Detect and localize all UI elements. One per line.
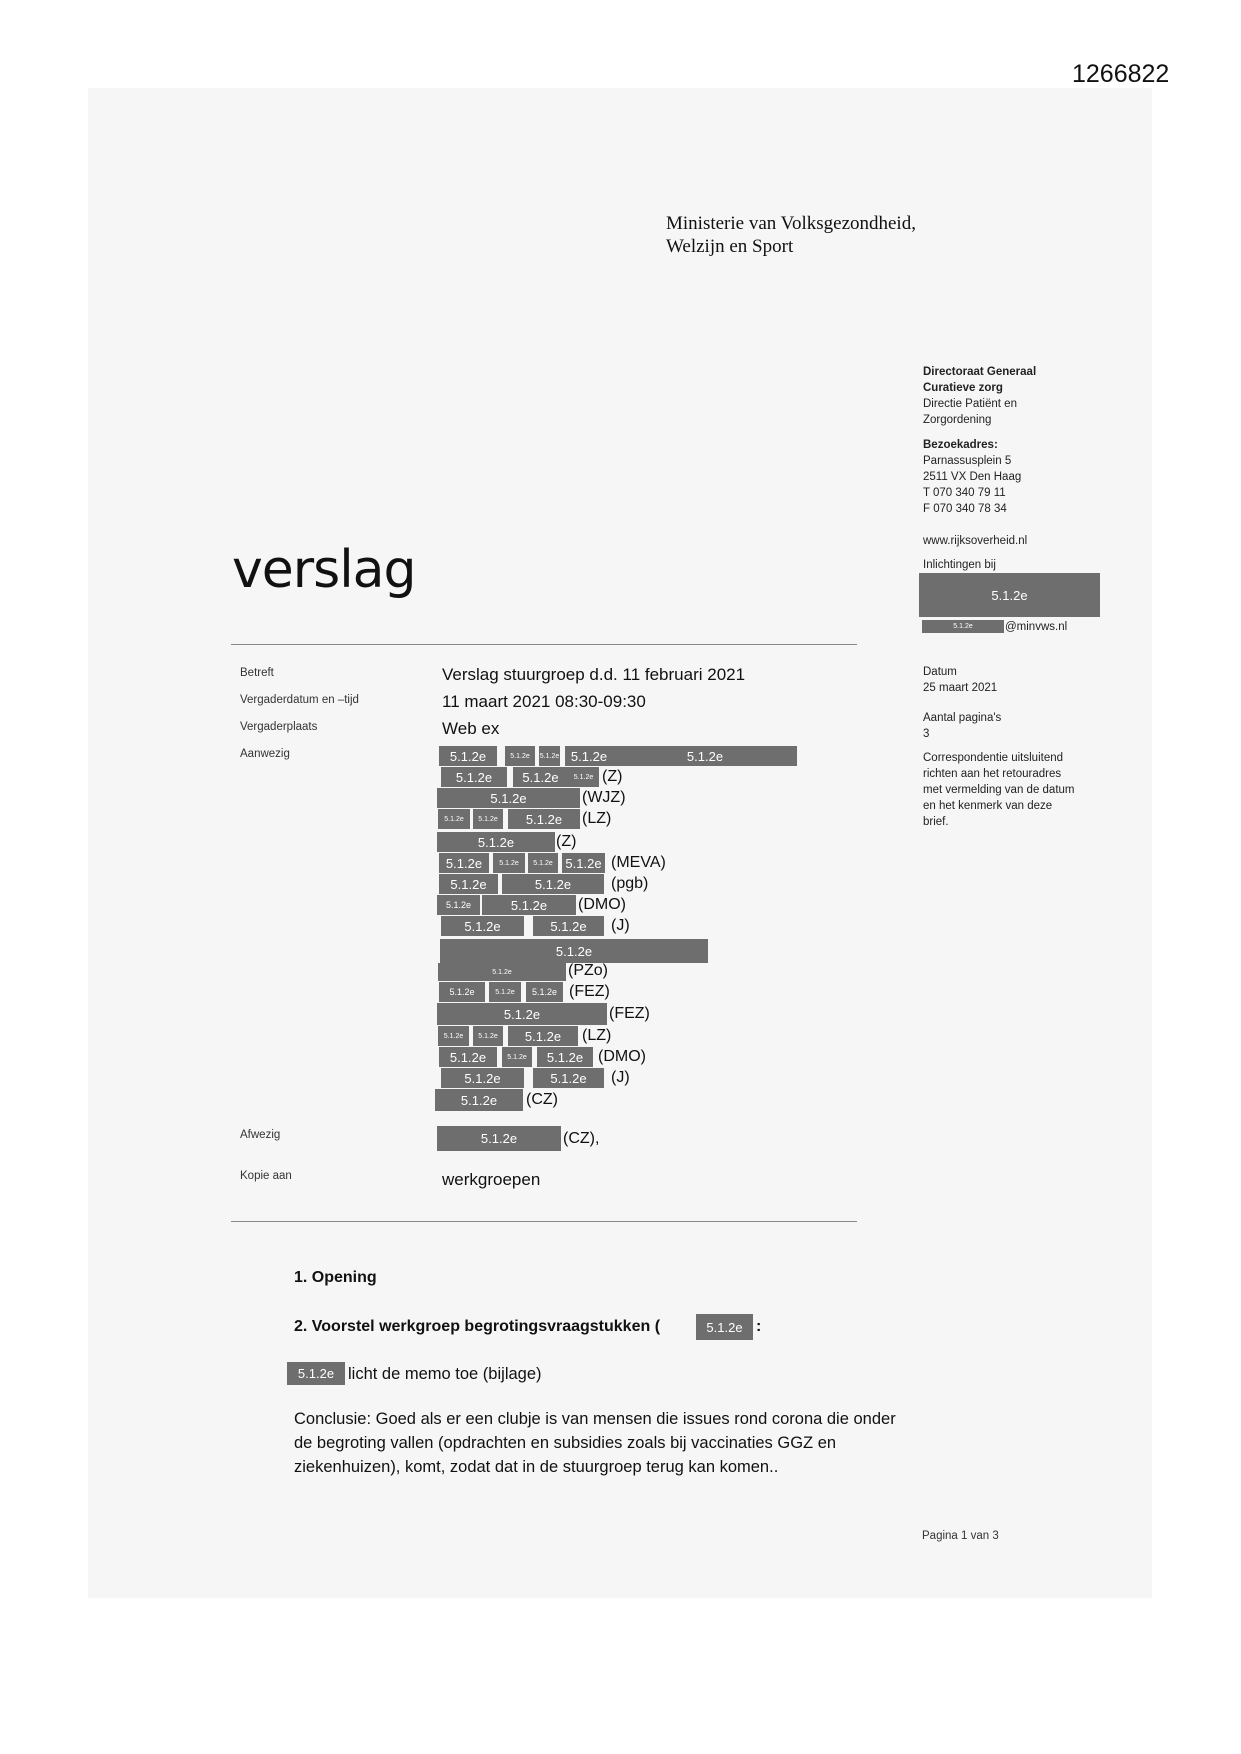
- redaction: 5.1.2e: [489, 982, 521, 1002]
- redaction: 5.1.2e: [439, 982, 485, 1002]
- redaction: 5.1.2e: [493, 853, 525, 873]
- sidebar-date-heading: Datum: [923, 666, 957, 678]
- redaction: 5.1.2e: [439, 746, 497, 766]
- redaction: 5.1.2e: [526, 982, 563, 1002]
- sidebar-note-line1: Correspondentie uitsluitend: [923, 752, 1064, 764]
- sidebar-dir-line1: Directie Patiënt en: [923, 398, 1017, 410]
- dept-label: (WJZ): [582, 789, 626, 806]
- ministry-line-1: Ministerie van Volksgezondheid,: [666, 213, 916, 234]
- memo-text: licht de memo toe (bijlage): [348, 1365, 542, 1383]
- redaction: 5.1.2e: [502, 874, 604, 894]
- sidebar-directorate: [923, 364, 1133, 428]
- sidebar-pages-value: 3: [923, 728, 930, 740]
- sidebar-visit-heading: Bezoekadres:: [923, 439, 998, 451]
- redaction: 5.1.2e: [539, 746, 560, 766]
- redaction: 5.1.2e: [565, 746, 613, 766]
- redaction: 5.1.2e: [502, 1047, 532, 1067]
- redaction: 5.1.2e: [613, 746, 797, 766]
- redaction: 5.1.2e: [438, 963, 566, 981]
- redaction: 5.1.2e: [287, 1362, 345, 1385]
- dept-label: (MEVA): [611, 854, 666, 871]
- redaction: 5.1.2e: [439, 853, 489, 873]
- agenda-item-voorstel: 2. Voorstel werkgroep begrotingsvraagstukken (: [294, 1318, 661, 1335]
- document-title: verslag: [232, 540, 416, 600]
- redaction: 5.1.2e: [528, 853, 558, 873]
- dept-label: (J): [611, 1069, 630, 1086]
- sidebar-website: www.rijksoverheid.nl: [923, 535, 1028, 547]
- sidebar-note-line5: brief.: [923, 816, 949, 828]
- dept-label: (J): [611, 917, 630, 934]
- datum-label: Vergaderdatum en –tijd: [240, 694, 359, 706]
- sidebar-dg-line2: Curatieve zorg: [923, 382, 1003, 394]
- sidebar-note-line3: met vermelding van de datum: [923, 784, 1075, 796]
- datum-value: 11 maart 2021 08:30-09:30: [442, 692, 646, 711]
- redaction: 5.1.2e: [435, 1089, 523, 1111]
- redaction: 5.1.2e: [438, 809, 470, 829]
- page-number: Pagina 1 van 3: [922, 1530, 999, 1542]
- redaction: 5.1.2e: [437, 895, 480, 915]
- dept-label: (DMO): [578, 896, 626, 913]
- ministry-line-2: Welzijn en Sport: [666, 236, 794, 257]
- redaction: 5.1.2e: [438, 1026, 469, 1046]
- plaats-value: Web ex: [442, 719, 500, 738]
- dept-label: (Z): [602, 768, 623, 785]
- dept-label: (Z): [556, 833, 577, 850]
- kopie-label: Kopie aan: [240, 1170, 292, 1182]
- agenda-item-opening: 1. Opening: [294, 1269, 377, 1286]
- redaction: 5.1.2e: [437, 1126, 561, 1151]
- redaction: 5.1.2e: [696, 1314, 753, 1340]
- redaction: 5.1.2e: [562, 853, 605, 873]
- sidebar-address: [923, 437, 1133, 517]
- dept-label: (pgb): [611, 875, 649, 892]
- redaction: 5.1.2e: [441, 767, 507, 787]
- redaction-contact-name: 5.1.2e: [919, 573, 1100, 617]
- redaction: 5.1.2e: [439, 1047, 497, 1067]
- redaction: 5.1.2e: [437, 832, 555, 852]
- redaction: 5.1.2e: [537, 1047, 593, 1067]
- ministry-logo-text: [666, 212, 916, 258]
- sidebar-dg-line1: Directoraat Generaal: [923, 366, 1037, 378]
- dept-label: (PZo): [568, 962, 608, 979]
- dept-label: (DMO): [598, 1048, 646, 1065]
- redaction: 5.1.2e: [437, 1003, 607, 1025]
- redaction: 5.1.2e: [440, 939, 708, 963]
- betreft-label: Betreft: [240, 667, 274, 679]
- redaction: 5.1.2e: [473, 1026, 503, 1046]
- betreft-value: Verslag stuurgroep d.d. 11 februari 2021: [442, 665, 746, 684]
- sidebar-note-line2: richten aan het retouradres: [923, 768, 1062, 780]
- dept-label: (FEZ): [609, 1005, 650, 1022]
- kopie-value: werkgroepen: [442, 1170, 541, 1189]
- redaction: 5.1.2e: [513, 767, 568, 787]
- conclusion-text: Conclusie: Goed als er een clubje is van mensen die issues rond corona die onder de begroting vallen (opdrachten en subsidies zoals bij vaccinaties GGZ en ziekenhuizen), komt, zodat dat in de stuurgroep terug kan komen..: [294, 1410, 896, 1476]
- redaction: 5.1.2e: [508, 809, 580, 829]
- dept-label: (CZ): [526, 1091, 558, 1108]
- afwezig-dept: (CZ),: [563, 1130, 600, 1147]
- document-page: [88, 88, 1152, 1598]
- sidebar-addr1: Parnassusplein 5: [923, 455, 1012, 467]
- sidebar-pages-heading: Aantal pagina's: [923, 712, 1002, 724]
- redaction: 5.1.2e: [482, 895, 576, 915]
- aanwezig-label: Aanwezig: [240, 748, 290, 760]
- redaction: 5.1.2e: [505, 746, 535, 766]
- sidebar-date-value: 25 maart 2021: [923, 682, 998, 694]
- dept-label: (FEZ): [569, 983, 610, 1000]
- sidebar-phone: T 070 340 79 11: [923, 487, 1006, 499]
- sidebar-email-suffix: @minvws.nl: [1005, 621, 1068, 633]
- sidebar-info-heading: Inlichtingen bij: [923, 559, 996, 571]
- divider-bottom: [231, 1221, 857, 1222]
- sidebar-note-line4: en het kenmerk van deze: [923, 800, 1053, 812]
- sidebar-addr2: 2511 VX Den Haag: [923, 471, 1022, 483]
- sidebar-note: [923, 750, 1133, 830]
- redaction: 5.1.2e: [439, 874, 498, 894]
- redaction-email: 5.1.2e: [922, 620, 1004, 633]
- afwezig-label: Afwezig: [240, 1129, 281, 1141]
- redaction: 5.1.2e: [437, 788, 580, 808]
- dept-label: (LZ): [582, 810, 612, 827]
- redaction: 5.1.2e: [568, 767, 599, 787]
- redaction: 5.1.2e: [533, 1068, 604, 1088]
- sidebar-fax: F 070 340 78 34: [923, 503, 1007, 515]
- divider-top: [231, 644, 857, 645]
- redaction: 5.1.2e: [533, 916, 604, 936]
- sidebar-dir-line2: Zorgordening: [923, 414, 992, 426]
- redaction: 5.1.2e: [508, 1026, 578, 1046]
- plaats-label: Vergaderplaats: [240, 721, 318, 733]
- redaction: 5.1.2e: [441, 1068, 524, 1088]
- redaction: 5.1.2e: [441, 916, 524, 936]
- agenda-item-voorstel-end: :: [756, 1318, 762, 1335]
- redaction: 5.1.2e: [473, 809, 503, 829]
- dept-label: (LZ): [582, 1027, 612, 1044]
- document-id: 1266822: [1072, 60, 1170, 88]
